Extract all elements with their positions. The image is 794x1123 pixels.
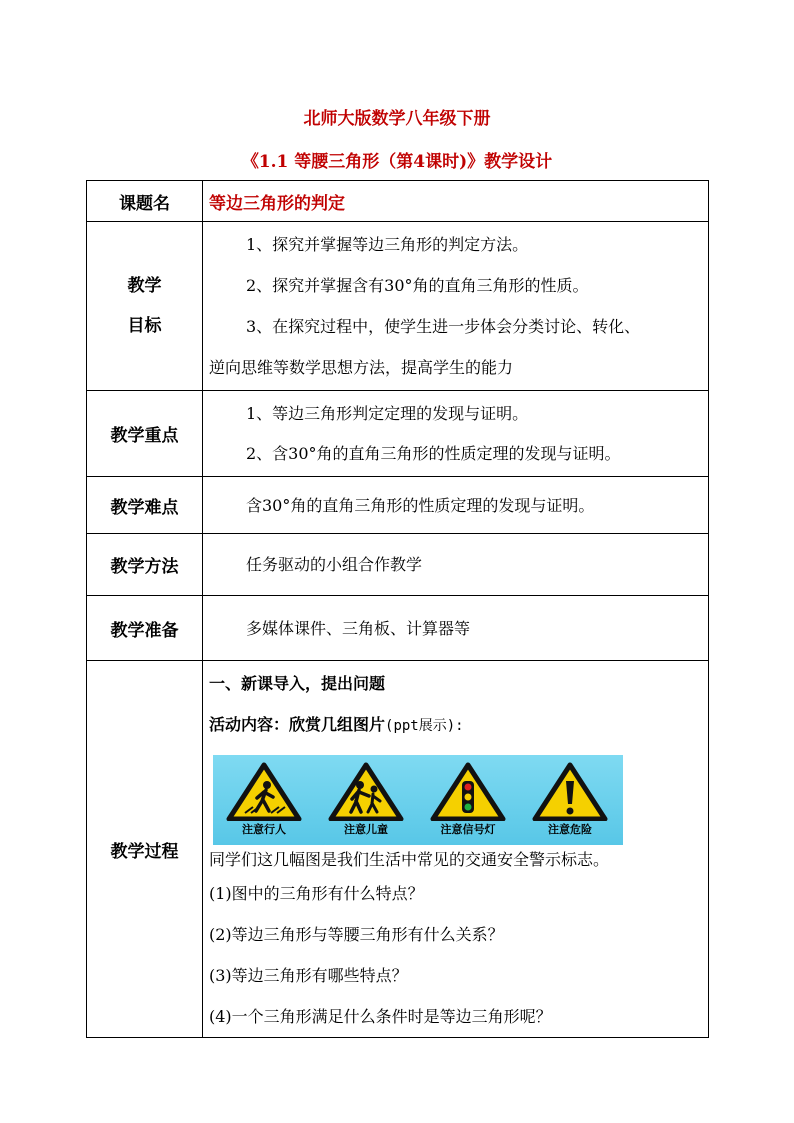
preparation-value: 多媒体课件、三角板、计算器等 [246,618,471,638]
activity-prefix: 活动内容：欣赏几组图片 [209,715,386,734]
objectives-cell [203,222,709,391]
section-title: 一、新课导入，提出问题 [209,674,386,693]
row-difficulty [87,477,709,534]
method-cell [203,534,709,596]
topic-label: 课题名 [87,181,203,222]
objective-item: 1、探究并掌握等边三角形的判定方法。 [246,235,529,254]
children-icon [325,761,407,821]
question-item: (4)一个三角形满足什么条件时是等边三角形呢？ [209,1007,552,1026]
sign-caption: 注意儿童 [344,823,388,836]
activity-suffix: (ppt展示): [385,718,464,734]
sign-caption: 注意行人 [242,823,286,836]
children-sign [325,761,407,841]
objectives-label-2: 目标 [127,316,162,336]
row-process [87,661,709,1038]
key-points-cell [203,391,709,477]
image-caption: 同学们这几幅图是我们生活中常见的交通安全警示标志。 [209,850,610,869]
objectives-label-cell [87,222,203,391]
question-item: (2)等边三角形与等腰三角形有什么关系？ [209,925,504,944]
row-key-points [87,391,709,477]
question-item: (3)等边三角形有哪些特点？ [209,966,408,985]
objective-item: 2、探究并掌握含有30°角的直角三角形的性质。 [246,276,589,295]
row-topic [87,181,709,222]
row-preparation [87,596,709,661]
difficulty-value: 含30°角的直角三角形的性质定理的发现与证明。 [246,495,595,515]
activity-line [203,704,708,747]
exclamation-icon [529,761,611,821]
pedestrian-sign [223,761,305,841]
sign-caption: 注意危险 [548,823,592,836]
row-objectives [87,222,709,391]
objective-item: 逆向思维等数学思想方法，提高学生的能力 [209,358,514,377]
traffic-light-sign [427,761,509,841]
objectives-label-1: 教学 [127,276,162,296]
key-point-item: 1、等边三角形判定定理的发现与证明。 [246,403,529,423]
process-label: 教学过程 [87,661,203,1038]
danger-sign [529,761,611,841]
lesson-plan-table [86,180,709,1038]
row-method [87,534,709,596]
document-subtitle: 《1.1 等腰三角形（第4课时)》教学设计 [241,152,553,172]
difficulty-cell [203,477,709,534]
method-label: 教学方法 [87,534,203,596]
document-title: 北师大版数学八年级下册 [303,109,491,129]
preparation-cell [203,596,709,661]
objective-item: 3、在探究过程中，使学生进一步体会分类讨论、转化、 [246,317,641,336]
topic-value: 等边三角形的判定 [209,193,345,214]
warning-signs-image [213,755,623,845]
topic-cell [203,181,709,222]
pedestrian-icon [223,761,305,821]
traffic-light-icon [427,761,509,821]
key-point-item: 2、含30°角的直角三角形的性质定理的发现与证明。 [246,443,621,463]
key-points-label: 教学重点 [87,391,203,477]
sign-caption: 注意信号灯 [440,823,496,836]
preparation-label: 教学准备 [87,596,203,661]
process-cell [203,661,709,1038]
question-item: (1)图中的三角形有什么特点？ [209,884,424,903]
method-value: 任务驱动的小组合作教学 [246,555,423,574]
difficulty-label: 教学难点 [87,477,203,534]
